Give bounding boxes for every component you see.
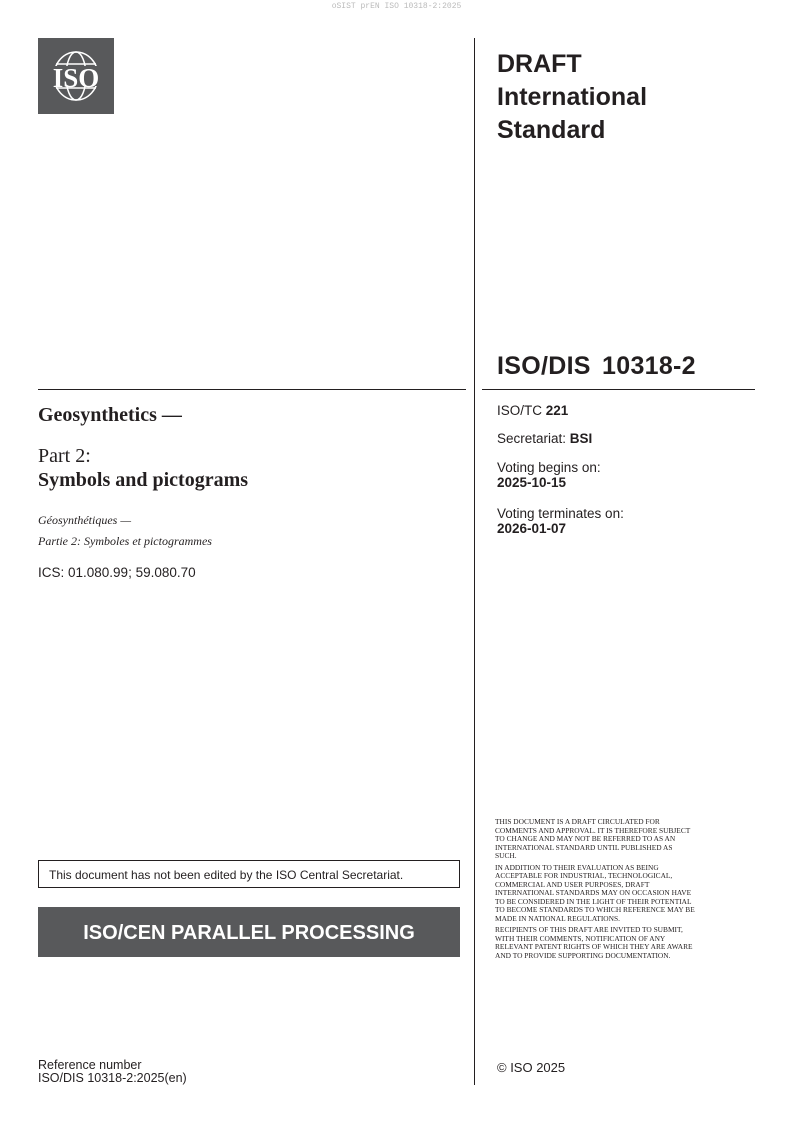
iso-logo: [38, 38, 114, 114]
international-label: International: [497, 83, 648, 111]
vertical-divider: [474, 38, 475, 1085]
horizontal-divider: [38, 389, 466, 390]
reference-number: [38, 1059, 187, 1085]
editing-note: This document has not been edited by the ISO Central Secretariat.: [38, 860, 460, 888]
document-title: Geosynthetics —: [38, 404, 182, 426]
ics-codes: ICS: 01.080.99; 59.080.70: [38, 565, 196, 580]
disclaimer-paragraph: RECIPIENTS OF THIS DRAFT ARE INVITED TO SUBMIT, WITH THEIR COMMENTS, NOTIFICATION OF ANY RELEVANT PATENT RIGHTS OF WHICH THEY ARE AWARE AND TO PROVIDE SUPPORTING DOCUMENTATION.: [495, 925, 693, 960]
voting-begins: Voting begins on: 2025-10-15: [497, 460, 601, 490]
document-type: [497, 48, 647, 147]
draft-label: DRAFT: [497, 50, 582, 78]
standard-label: Standard: [497, 116, 606, 144]
reference-label: Reference number: [38, 1058, 142, 1072]
document-code: ISO/DIS 10318-2: [497, 352, 696, 380]
copyright: © ISO 2025: [497, 1060, 566, 1075]
svg-text:ISO: ISO: [52, 63, 100, 93]
disclaimer-paragraph: THIS DOCUMENT IS A DRAFT CIRCULATED FOR COMMENTS AND APPROVAL. IT IS THEREFORE SUBJECT TO CHANGE AND MAY NOT BE REFERRED TO AS AN INTERNATIONAL STANDARD UNTIL PUBLISHED AS SUCH.: [495, 817, 691, 860]
french-title: [38, 510, 212, 552]
part-title: [38, 444, 248, 492]
watermark: oSIST prEN ISO 10318-2:2025: [331, 2, 462, 11]
reference-value: ISO/DIS 10318-2:2025(en): [38, 1071, 187, 1085]
draft-disclaimer: [495, 818, 695, 963]
voting-terminates: Voting terminates on: 2026-01-07: [497, 506, 624, 536]
part-subtitle: Symbols and pictograms: [38, 469, 249, 491]
technical-committee: ISO/TC 221: [497, 403, 569, 418]
parallel-processing-banner: ISO/CEN PARALLEL PROCESSING: [38, 907, 460, 957]
secretariat: Secretariat: BSI: [497, 431, 593, 446]
disclaimer-paragraph: IN ADDITION TO THEIR EVALUATION AS BEING ACCEPTABLE FOR INDUSTRIAL, TECHNOLOGICAL, COMMERCIAL AND USER PURPOSES, DRAFT INTERNATIONAL STANDARDS MAY ON OCCASION HAVE TO BE CONSIDERED IN THE LIGHT OF THEIR POTENTIAL TO BECOME STANDARDS TO WHICH REFERENCE MAY BE MADE IN NATIONAL REGULATIONS.: [495, 862, 695, 923]
french-title-line: Géosynthétiques —: [38, 513, 131, 527]
horizontal-divider: [482, 389, 755, 390]
french-title-line: Partie 2: Symboles et pictogrammes: [38, 534, 212, 548]
part-number: Part 2:: [38, 445, 91, 467]
